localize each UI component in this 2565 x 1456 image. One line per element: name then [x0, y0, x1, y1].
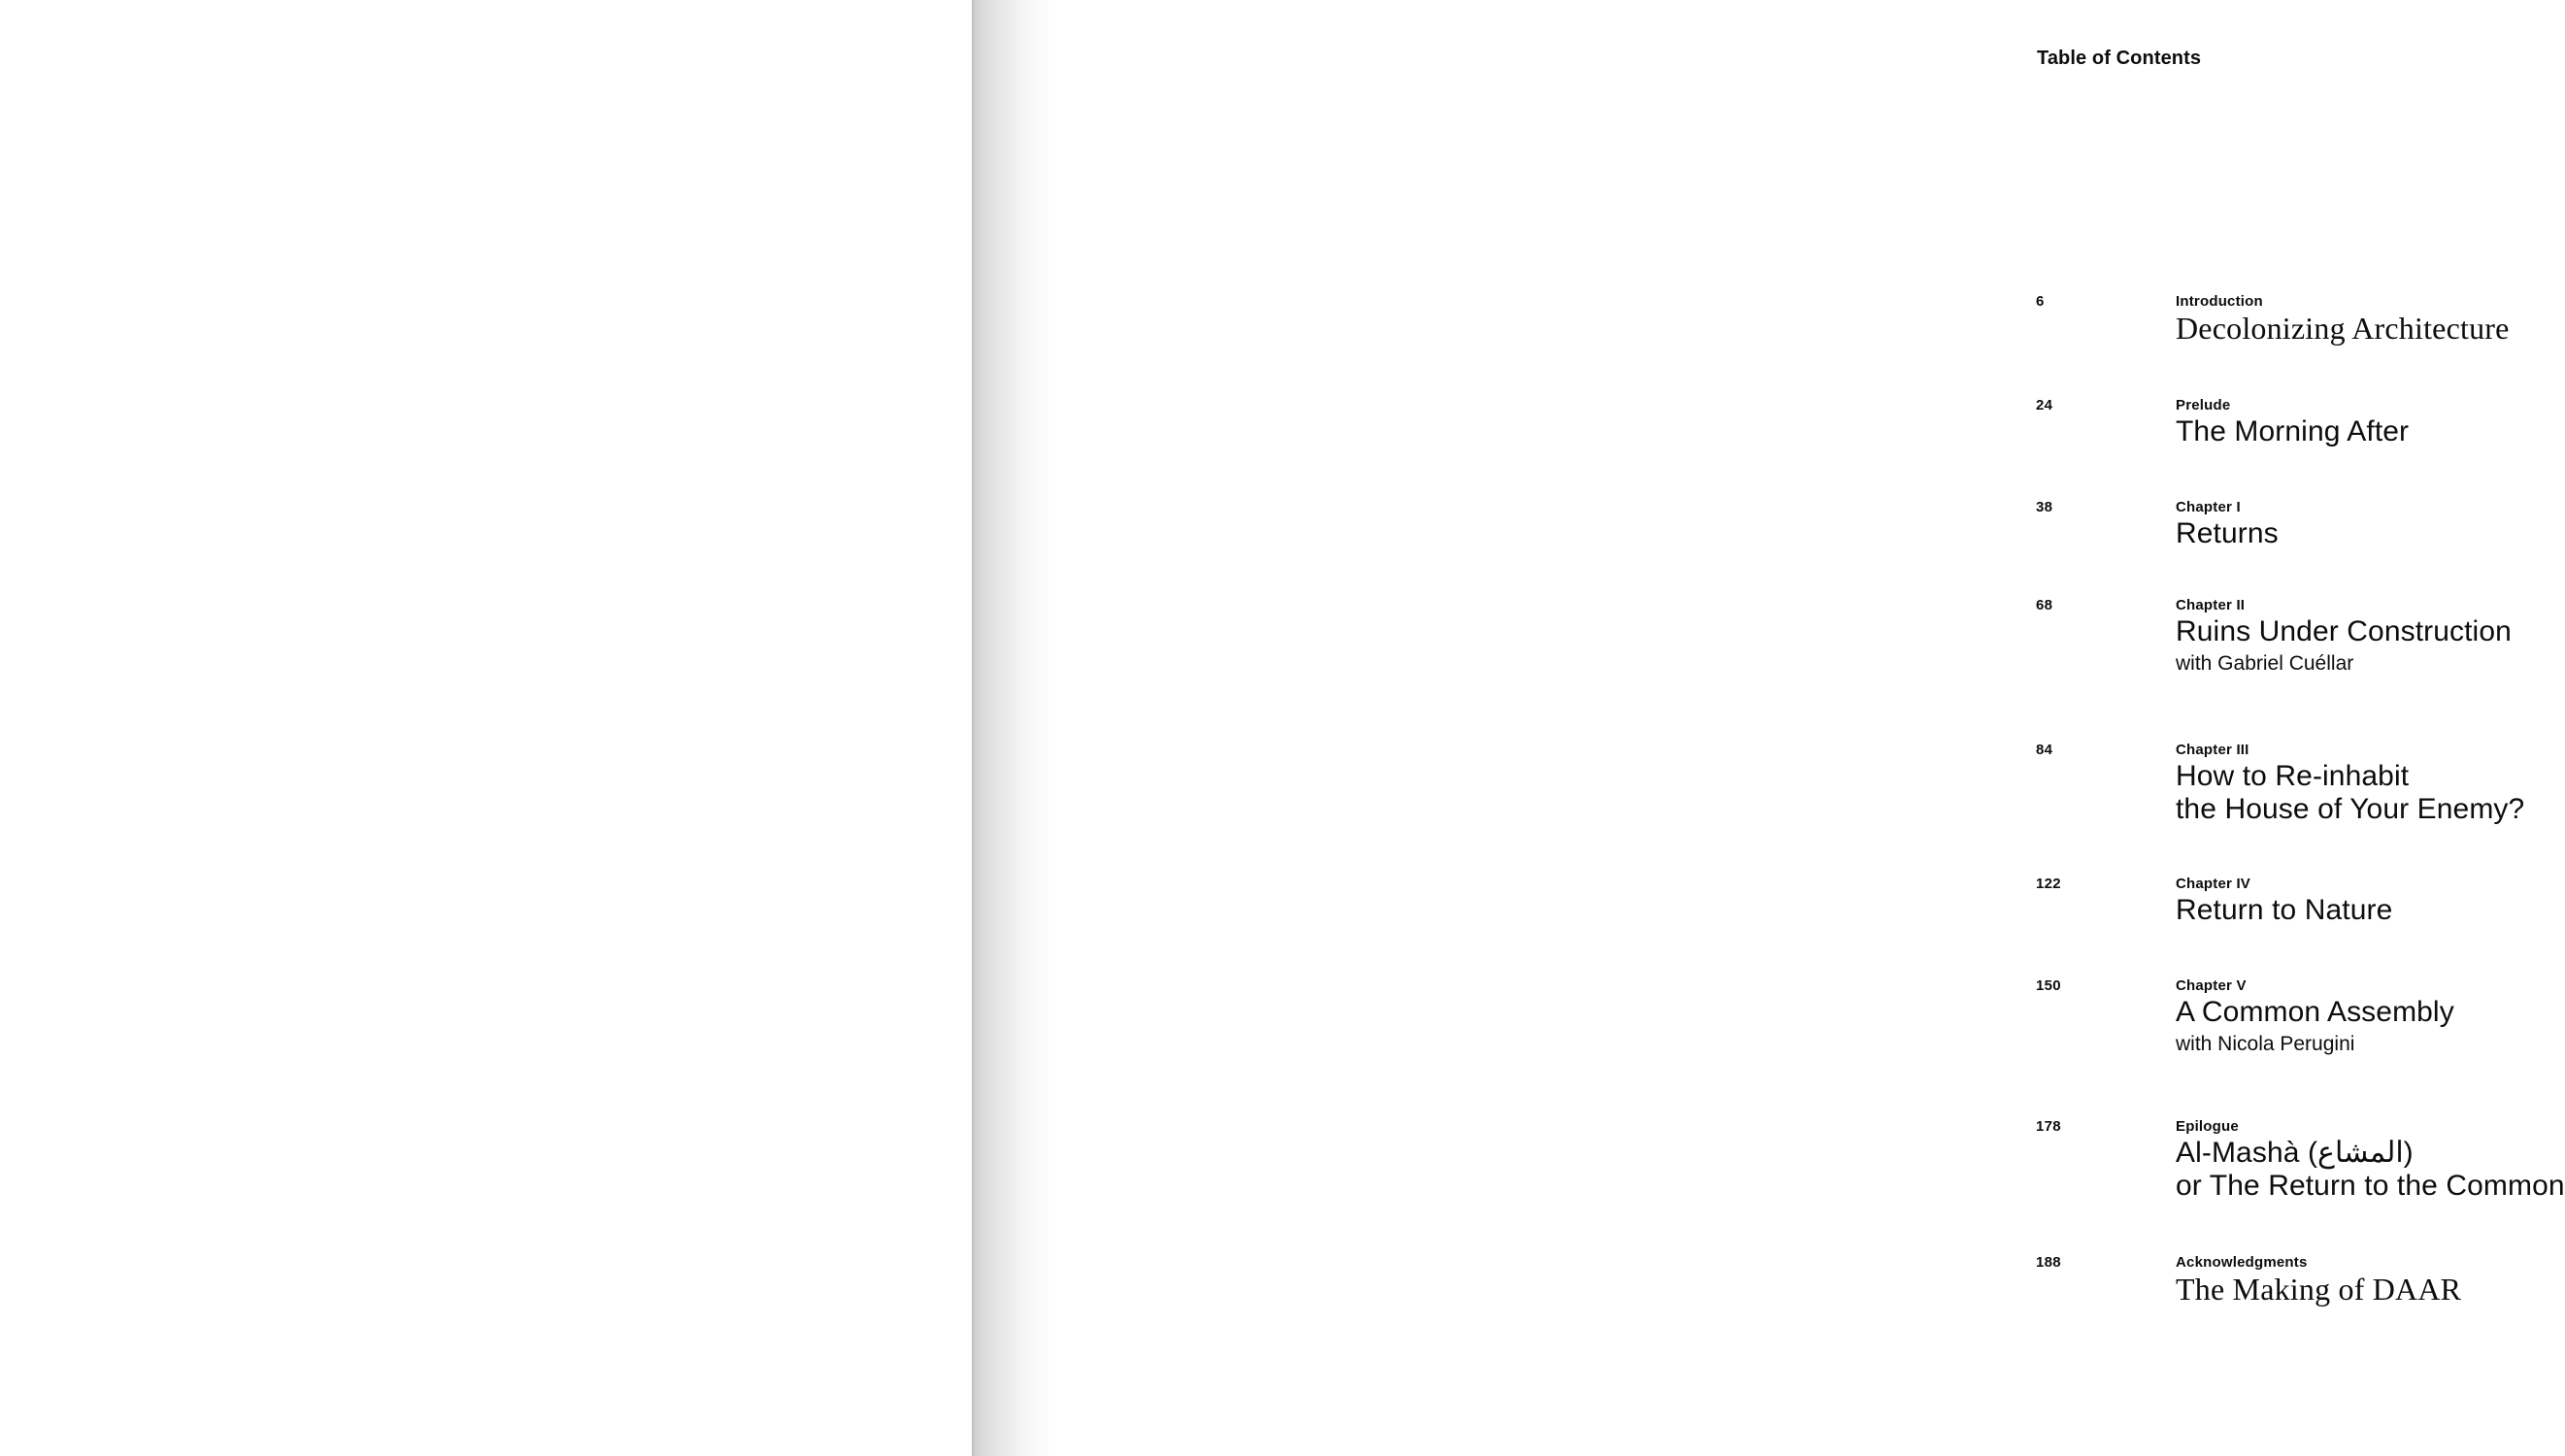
- toc-section-label: Chapter I: [2176, 499, 2241, 515]
- page-title: Table of Contents: [2037, 48, 2202, 69]
- toc-entry: [2036, 875, 2392, 927]
- toc-entry-text: [2176, 292, 2510, 345]
- toc-title: [2176, 760, 2524, 826]
- toc-title-line: Ruins Under Construction: [2176, 615, 2512, 647]
- toc-page-number: 122: [2036, 876, 2061, 892]
- right-page: [972, 0, 2565, 1456]
- toc-title-line: Al-Mashà (المشاع): [2176, 1137, 2414, 1169]
- toc-entry: [2036, 292, 2510, 345]
- toc-title: [2176, 1273, 2461, 1306]
- toc-entry: [2036, 976, 2454, 1057]
- toc-subtitle: with Nicola Perugini: [2176, 1033, 2355, 1055]
- toc-entry: [2036, 1117, 2565, 1203]
- toc-section-label: Introduction: [2176, 293, 2263, 310]
- toc-section-label: Acknowledgments: [2176, 1254, 2308, 1271]
- toc-page-number: 188: [2036, 1254, 2061, 1271]
- left-page-blank: [0, 0, 973, 1456]
- toc-page-number: 24: [2036, 397, 2053, 414]
- toc-entry: [2036, 596, 2512, 677]
- toc-title: [2176, 894, 2392, 927]
- toc-page-number: 150: [2036, 977, 2061, 994]
- toc-entry: [2036, 498, 2279, 550]
- toc-entry-text: [2176, 875, 2392, 927]
- toc-title-line: The Making of DAAR: [2176, 1272, 2462, 1307]
- toc-entry-text: [2176, 1253, 2461, 1306]
- toc-section-label: Chapter III: [2176, 742, 2249, 758]
- toc-entry: [2036, 396, 2409, 448]
- toc-page-number: 6: [2036, 293, 2045, 310]
- toc-entry-text: [2176, 1117, 2565, 1203]
- toc-section-label: Chapter II: [2176, 597, 2246, 613]
- toc-entry-text: [2176, 596, 2512, 677]
- toc-section-label: Chapter V: [2176, 977, 2247, 994]
- toc-title-line: The Morning After: [2176, 415, 2410, 447]
- toc-title-line: A Common Assembly: [2176, 996, 2454, 1028]
- toc-title-line: How to Re-inhabit: [2176, 760, 2410, 792]
- toc-entry: [2036, 741, 2524, 826]
- toc-page-number: 68: [2036, 597, 2053, 613]
- toc-entry: [2036, 1253, 2461, 1306]
- toc-section-label: Chapter IV: [2176, 876, 2251, 892]
- toc-title: [2176, 996, 2454, 1029]
- toc-entry-text: [2176, 976, 2454, 1057]
- toc-title: [2176, 415, 2409, 448]
- toc-title: [2176, 1137, 2565, 1203]
- toc-title-line: Returns: [2176, 517, 2279, 549]
- toc-subtitle: with Gabriel Cuéllar: [2176, 652, 2354, 675]
- toc-section-label: Epilogue: [2176, 1118, 2239, 1135]
- toc-title: [2176, 615, 2512, 648]
- toc-title-line: or The Return to the Common: [2176, 1170, 2565, 1202]
- toc-title-line: Return to Nature: [2176, 894, 2393, 926]
- toc-page-number: 38: [2036, 499, 2053, 515]
- toc-title: [2176, 517, 2279, 550]
- toc-entry-text: [2176, 498, 2279, 550]
- toc-title-line: Decolonizing Architecture: [2176, 311, 2510, 346]
- toc-page-number: 178: [2036, 1118, 2061, 1135]
- toc-page-number: 84: [2036, 742, 2053, 758]
- toc-section-label: Prelude: [2176, 397, 2231, 414]
- toc-title: [2176, 312, 2510, 345]
- toc-entry-text: [2176, 396, 2409, 448]
- toc-entry-text: [2176, 741, 2524, 826]
- toc-title-line: the House of Your Enemy?: [2176, 793, 2525, 825]
